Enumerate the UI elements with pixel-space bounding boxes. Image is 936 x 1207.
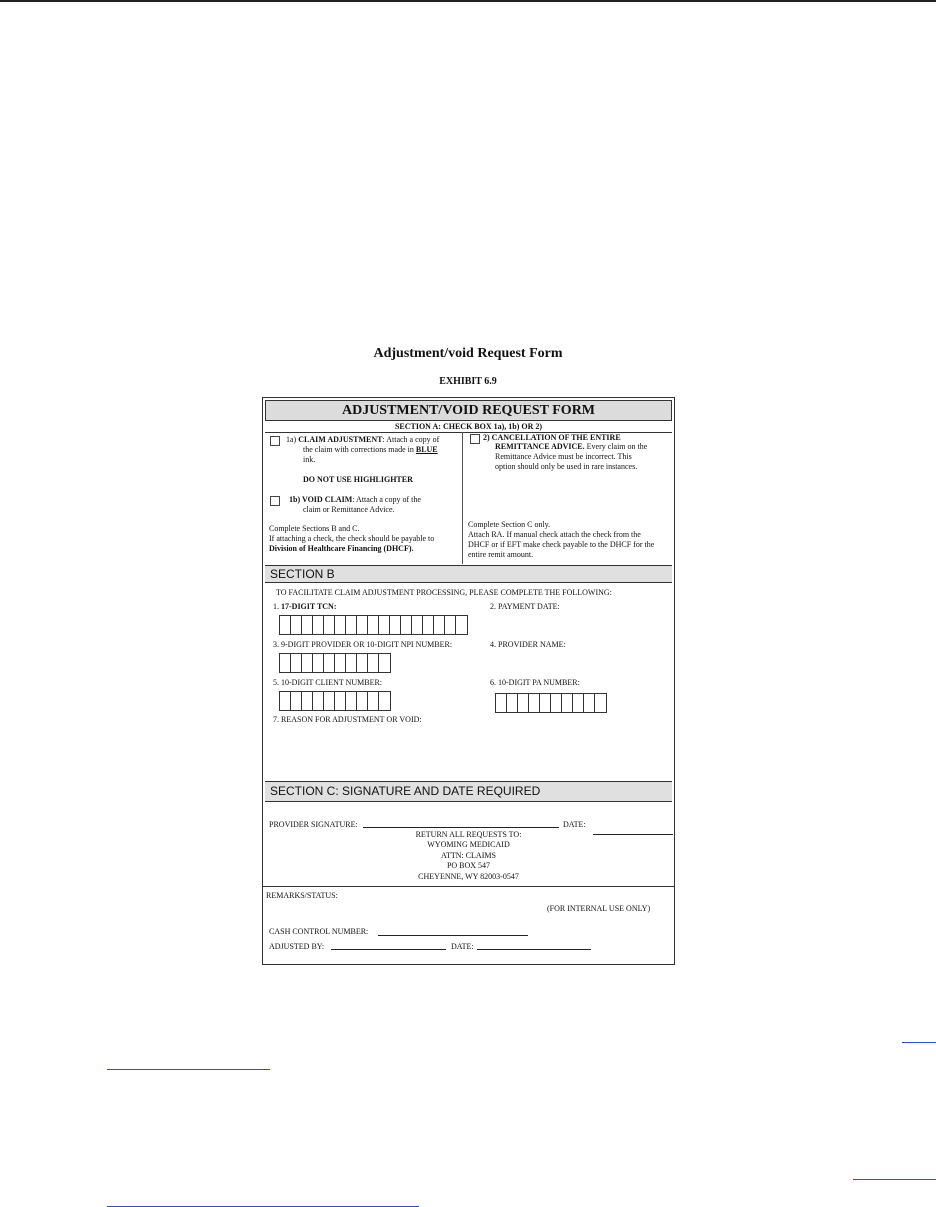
return-address-line3: ATTN: CLAIMS: [441, 851, 496, 860]
right-footer-line3: DHCF or if EFT make check payable to the DHCF for the: [468, 540, 655, 549]
field-2-label: 2. PAYMENT DATE:: [490, 602, 560, 611]
option-2-line1: 2) CANCELLATION OF THE ENTIRE: [483, 433, 621, 442]
adjusted-date-label: DATE:: [451, 942, 474, 951]
cash-control-line[interactable]: [378, 935, 528, 936]
option-2-line2: REMITTANCE ADVICE. Every claim on the: [495, 442, 648, 451]
checkbox-2[interactable]: [470, 434, 480, 444]
right-footer-line2: Attach RA. If manual check attach the check from the: [468, 530, 641, 539]
adjusted-date-line[interactable]: [477, 949, 591, 950]
return-address-line4: PO BOX 547: [446, 861, 491, 870]
option-1b-line1: 1b) VOID CLAIM: Attach a copy of the: [289, 495, 421, 504]
hyperlink-underline-1b[interactable]: [107, 1069, 270, 1070]
left-footer-line2: If attaching a check, the check should be payable to: [269, 534, 435, 543]
signature-date-label: DATE:: [563, 820, 586, 829]
highlighter-warning: DO NOT USE HIGHLIGHTER: [303, 475, 413, 484]
field-4-label: 4. PROVIDER NAME:: [490, 640, 566, 649]
option-2-line4: option should only be used in rare instances.: [495, 462, 638, 471]
provider-number-digit-boxes[interactable]: [279, 653, 391, 673]
field-7-label: 7. REASON FOR ADJUSTMENT OR VOID:: [273, 715, 422, 724]
adjusted-by-line[interactable]: [331, 949, 446, 950]
adjusted-by-label: ADJUSTED BY:: [269, 942, 325, 951]
internal-use-note: (FOR INTERNAL USE ONLY): [547, 904, 651, 913]
provider-signature-label: PROVIDER SIGNATURE:: [269, 820, 358, 829]
field-1-label: 1. 17-DIGIT TCN:: [273, 602, 337, 611]
top-rule: [0, 0, 936, 2]
section-a-divider: [462, 432, 463, 564]
figure-title: Adjustment/void Request Form: [373, 346, 563, 361]
return-address-line2: WYOMING MEDICAID: [427, 840, 510, 849]
field-3-label: 3. 9-DIGIT PROVIDER OR 10-DIGIT NPI NUMBER:: [273, 640, 453, 649]
adjustment-void-form: [262, 397, 675, 965]
return-address-line1: RETURN ALL REQUESTS TO:: [415, 830, 522, 839]
left-footer-line1: Complete Sections B and C.: [269, 524, 360, 533]
checkbox-1b[interactable]: [270, 496, 280, 506]
provider-signature-line[interactable]: [363, 827, 559, 828]
field-5-label: 5. 10-DIGIT CLIENT NUMBER:: [273, 678, 383, 687]
section-c-heading: SECTION C: SIGNATURE AND DATE REQUIRED: [265, 781, 672, 802]
right-footer-line4: entire remit amount.: [468, 550, 534, 559]
internal-divider: [263, 886, 674, 887]
form-title: ADJUSTMENT/VOID REQUEST FORM: [265, 400, 672, 421]
section-a-label: SECTION A: CHECK BOX 1a), 1b) OR 2): [394, 422, 543, 431]
option-1b-line2: claim or Remittance Advice.: [303, 505, 395, 514]
option-2-line3: Remittance Advice must be incorrect. This: [495, 452, 632, 461]
right-footer-line1: Complete Section C only.: [468, 520, 551, 529]
exhibit-label: EXHIBIT 6.9: [439, 376, 497, 387]
hyperlink-underline-2a[interactable]: [853, 1179, 936, 1180]
return-address-line5: CHEYENNE, WY 82003-0547: [418, 872, 519, 881]
option-1a-line1: 1a) CLAIM ADJUSTMENT: Attach a copy of: [286, 435, 440, 444]
option-1a-line2: the claim with corrections made in BLUE: [303, 445, 438, 454]
left-footer-line3: Division of Healthcare Financing (DHCF).: [269, 544, 414, 553]
remarks-label: REMARKS/STATUS:: [266, 891, 338, 900]
tcn-digit-boxes[interactable]: [279, 615, 468, 635]
option-1a-line3: ink.: [303, 455, 316, 464]
section-b-instruction: TO FACILITATE CLAIM ADJUSTMENT PROCESSING, PLEASE COMPLETE THE FOLLOWING:: [276, 588, 612, 597]
cash-control-label: CASH CONTROL NUMBER:: [269, 927, 369, 936]
field-6-label: 6. 10-DIGIT PA NUMBER:: [490, 678, 580, 687]
pa-number-digit-boxes[interactable]: [495, 693, 607, 713]
hyperlink-underline-1a[interactable]: [902, 1042, 936, 1043]
checkbox-1a[interactable]: [270, 436, 280, 446]
section-b-heading: SECTION B: [265, 565, 672, 583]
client-number-digit-boxes[interactable]: [279, 691, 391, 711]
